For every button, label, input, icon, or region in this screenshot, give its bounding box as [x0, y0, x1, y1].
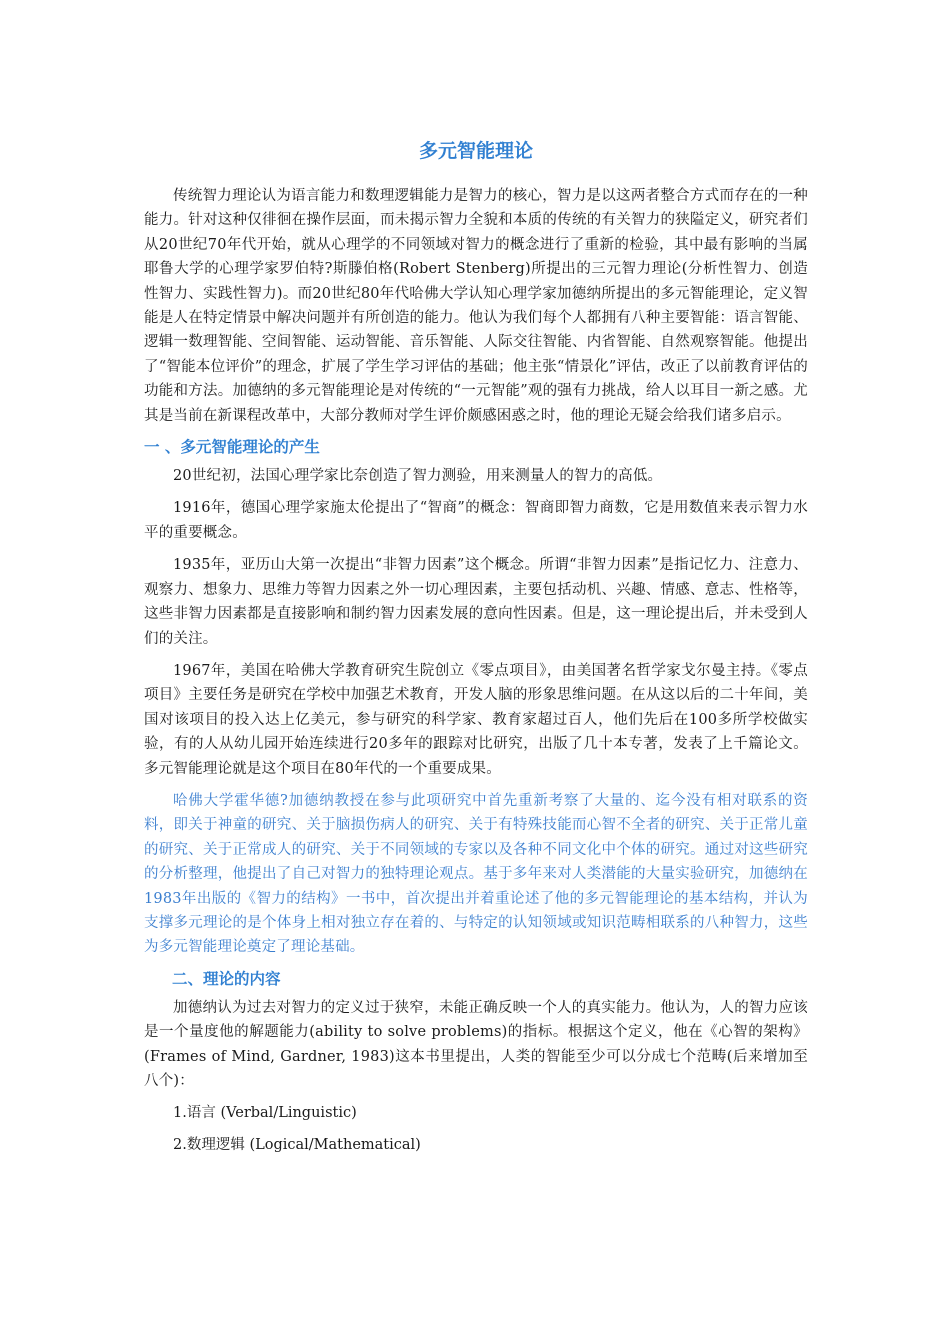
theory-content-paragraph: 加德纳认为过去对智力的定义过于狭窄，未能正确反映一个人的真实能力。他认为，人的智力应该是一个量度他的解题能力(ability to solve problems)的指标。根据这个定义，他在《心智的架构》(Frames of Mind, Gardner, 1983)这本书里提出，人类的智能至少可以分成七个范畴(后来增加至八个)： — [144, 999, 808, 1089]
highlight-paragraph-gardner: 哈佛大学霍华德?加德纳教授在参与此项研究中首先重新考察了大量的、迄今没有相对联系的资料，即关于神童的研究、关于脑损伤病人的研究、关于有特殊技能而心智不全者的研究、关于正常儿童的研究、关于正常成人的研究、关于不同领域的专家以及各种不同文化中个体的研究。通过对这些研究的分析整理，他提出了自己对智力的独特理论观点。基于多年来对人类潜能的大量实验研究，加德纳在1983年出版的《智力的结构》一书中，首次提出并着重论述了他的多元智能理论的基本结构，并认为支撑多元理论的是个体身上相对独立存在着的、与特定的认知领域或知识范畴相联系的八种智力，这些为多元智能理论奠定了理论基础。 — [144, 792, 808, 956]
document-body — [144, 136, 808, 1157]
list-item-logical: 2.数理逻辑 (Logical/Mathematical) — [173, 1137, 421, 1154]
document-title: 多元智能理论 — [418, 140, 533, 162]
history-paragraph-non-intelligence: 1935年，亚历山大第一次提出“非智力因素”这个概念。所谓“非智力因素”是指记忆力、注意力、观察力、想象力、思维力等智力因素之外一切心理因素，主要包括动机、兴趣、情感、意志、性格等，这些非智力因素都是直接影响和制约智力因素发展的意向性因素。但是，这一理论提出后，并未受到人们的关注。 — [144, 557, 808, 647]
section-heading-origin: 一 、多元智能理论的产生 — [144, 438, 320, 457]
history-paragraph-iq: 1916年，德国心理学家施太伦提出了“智商”的概念：智商即智力商数，它是用数值来表示智力水平的重要概念。 — [144, 500, 808, 541]
history-paragraph-binet: 20世纪初，法国心理学家比奈创造了智力测验，用来测量人的智力的高低。 — [173, 468, 663, 485]
history-paragraph-project-zero: 1967年，美国在哈佛大学教育研究生院创立《零点项目》，由美国著名哲学家戈尔曼主持。《零点项目》主要任务是研究在学校中加强艺术教育，开发人脑的形象思维问题。在从这以后的二十年间，美国对该项目的投入达上亿美元，参与研究的科学家、教育家超过百人，他们先后在100多所学校做实验，有的人从幼儿园开始连续进行20多年的跟踪对比研究，出版了几十本专著，发表了上千篇论文。多元智能理论就是这个项目在80年代的一个重要成果。 — [144, 662, 808, 777]
intro-paragraph: 传统智力理论认为语言能力和数理逻辑能力是智力的核心，智力是以这两者整合方式而存在的一种能力。针对这种仅徘徊在操作层面，而未揭示智力全貌和本质的传统的有关智力的狭隘定义，研究者们从20世纪70年代开始，就从心理学的不同领域对智力的概念进行了重新的检验，其中最有影响的当属耶鲁大学的心理学家罗伯特?斯滕伯格(Robert Stenberg)所提出的三元智力理论(分析性智力、创造性智力、实践性智力)。而20世纪80年代哈佛大学认知心理学家加德纳所提出的多元智能理论，定义智能是人在特定情景中解决问题并有所创造的能力。他认为我们每个人都拥有八种主要智能：语言智能、逻辑一数理智能、空间智能、运动智能、音乐智能、人际交往智能、内省智能、自然观察智能。他提出了“智能本位评价”的理念，扩展了学生学习评估的基础；他主张“情景化”评估，改正了以前教育评估的功能和方法。加德纳的多元智能理论是对传统的“一元智能”观的强有力挑战，给人以耳目一新之感。尤其是当前在新课程改革中，大部分教师对学生评价颇感困惑之时，他的理论无疑会给我们诸多启示。 — [144, 188, 808, 424]
list-item-verbal: 1.语言 (Verbal/Linguistic) — [173, 1105, 357, 1122]
section-heading-content: 二、理论的内容 — [172, 969, 281, 988]
